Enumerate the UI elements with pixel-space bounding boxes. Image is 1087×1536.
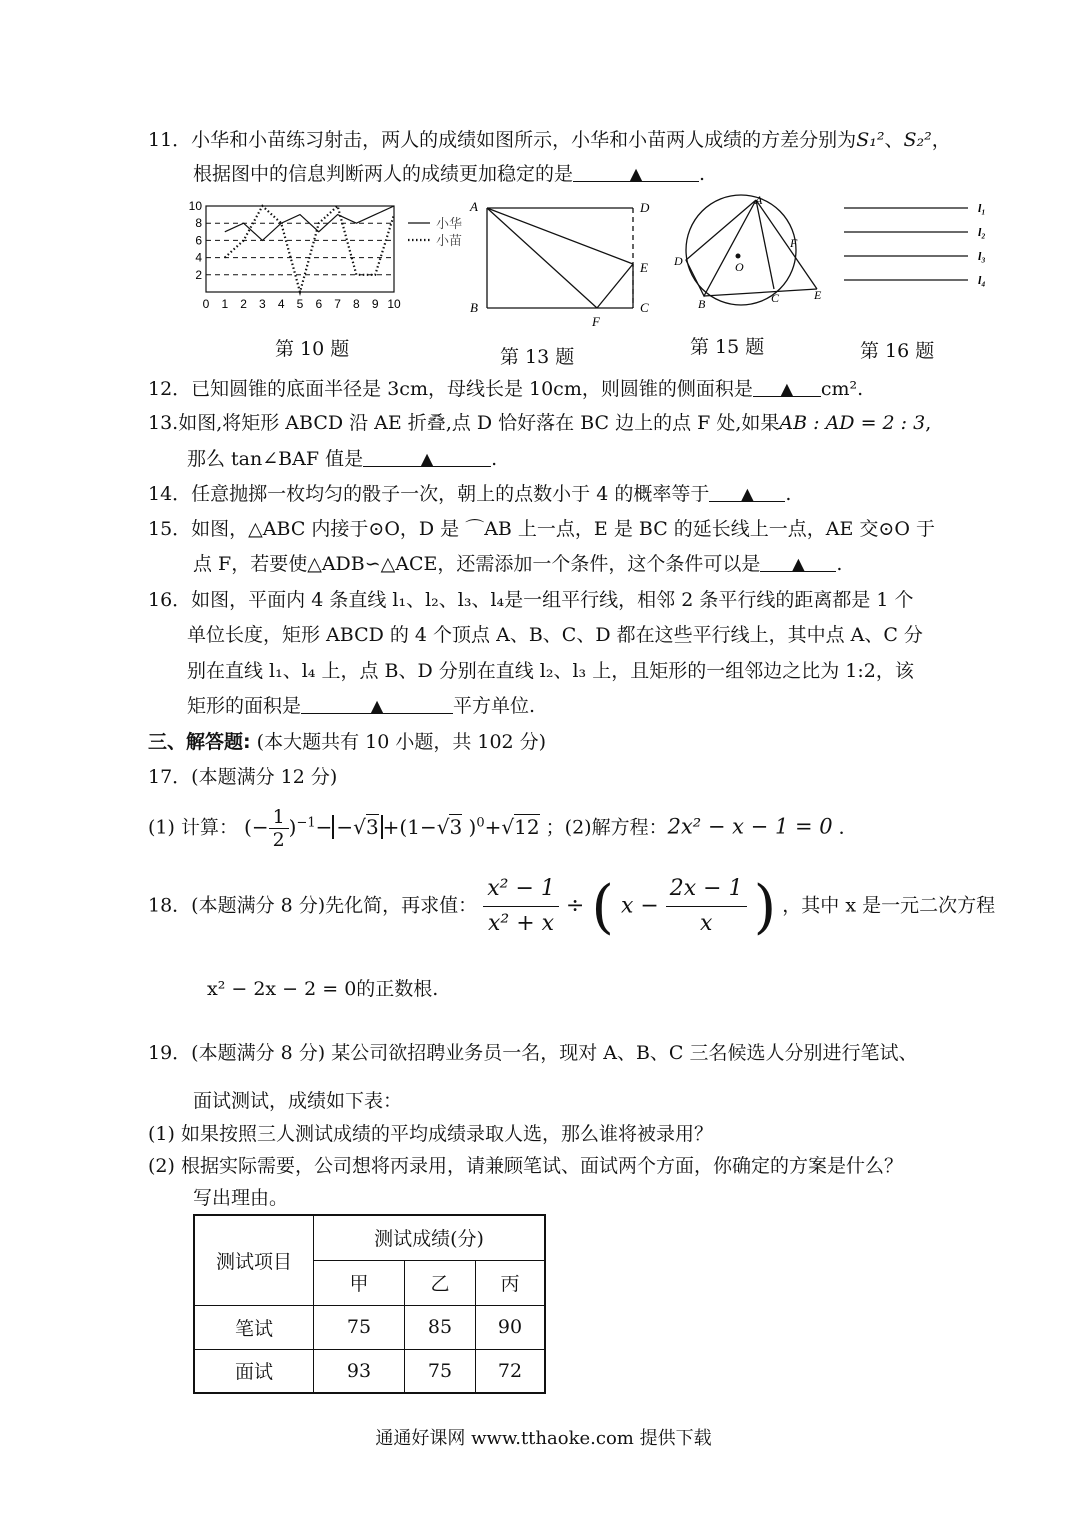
label-D: D [674,254,683,268]
q18-head: 18．(本题满分 8 分)先化简，再求值： [148,894,478,917]
row-label-interview: 面试 [194,1349,314,1393]
fig13-rectangle-fold [466,196,666,330]
q17-expression [148,806,858,851]
q15-line2 [193,551,842,577]
q18-line2: x² − 2x − 2 = 0的正数根. [207,978,439,1000]
q11-tail: ， [931,129,951,151]
triangle-mark: ▲ [792,554,805,573]
y-tick-label: 6 [195,233,202,248]
y-tick-label: 10 [188,199,202,213]
seg-AF [487,208,597,308]
q18-tail: ，其中 x 是一元二次方程 [782,894,996,917]
triangle-mark: ▲ [780,379,793,398]
q19-sub1: (1) 如果按照三人测试成绩的平均成绩录取人选，那么谁将被录用？ [148,1123,713,1145]
table-cell: 93 [314,1349,405,1393]
fig10-label: 第 10 题 [275,338,350,360]
x-tick-label: 1 [221,297,229,311]
q11-sep: 、 [884,129,904,151]
table-cell: 72 [476,1349,546,1393]
q11-end: . [699,163,706,185]
table-corner-header: 测试项目 [194,1215,314,1305]
col-header-yi: 乙 [405,1260,476,1305]
answer-blank-q12[interactable] [753,376,821,397]
q13-line2-text: 那么 tan∠BAF 值是 [187,448,364,470]
q15-end: . [836,553,843,575]
q17-calc-expression: (− $\frac{1}{2}$ )$^{-1}$− −√3 +(1−√3 )$^0$+√12 [244,806,540,851]
q19-line2: 面试测试，成绩如下表： [193,1090,403,1112]
q16-tail: 平方单位. [453,695,536,717]
seg-AE [487,208,633,264]
q13-end: . [491,448,498,470]
y-tick-label: 2 [195,267,202,282]
q16-line4-text: 矩形的面积是 [187,695,302,717]
row-label-written: 笔试 [194,1305,314,1349]
q16-line1: 16．如图，平面内 4 条直线 l₁、l₂、l₃、l₄是一组平行线，相邻 2 条平行线的距离都是 1 个 [148,589,914,611]
table-cell: 90 [476,1305,546,1349]
label-F: F [790,236,798,250]
section3-heading [148,729,546,755]
label-E: E [814,288,822,302]
triangle-mark: ▲ [741,484,754,503]
x-tick-label: 3 [259,297,266,311]
q15-line1: 15．如图，△ABC 内接于⊙O，D 是 ⌒AB 上一点，E 是 BC 的延长线上一点，AE 交⊙O 于 [148,518,935,540]
answer-blank-q16[interactable] [301,693,453,714]
center-O-dot [736,254,741,259]
q17-end: ． [832,816,858,839]
q15-line2-text: 点 F，若要使△ADB∽△ACE，还需添加一个条件，这个条件可以是 [193,553,761,575]
variance-s1: S₁² [856,129,885,151]
q12-line [148,376,863,402]
x-tick-label: 7 [334,297,341,311]
label-D: D [640,200,650,215]
label-A: A [470,199,478,214]
label-l3: l₃ [978,249,986,263]
legend-label-xiaohua: 小华 [436,217,463,232]
label-O: O [735,260,744,274]
section3-desc: (本大题共有 10 小题，共 102 分) [256,731,547,753]
q11-text: 11．小华和小苗练习射击，两人的成绩如图所示，小华和小苗两人成绩的方差分别为 [148,129,857,151]
table-cell: 85 [405,1305,476,1349]
table-group-header: 测试成绩(分) [314,1215,546,1260]
q17-head: 17．(本题满分 12 分) [148,766,338,788]
q12-text: 12．已知圆锥的底面半径是 3cm，母线长是 10cm，则圆锥的侧面积是 [148,378,753,400]
label-C: C [771,291,780,305]
q17-part1: (1) 计算： [148,816,238,839]
circle-O [686,195,796,305]
y-tick-label: 8 [195,216,202,231]
table-row [194,1305,545,1349]
q18-expression: $\frac{\text{x² − 1}}{\text{x² + x}}$ ÷ ( x − $\frac{2x - 1}{x}$ ) [483,872,776,941]
seg-BE [704,289,817,296]
label-l1: l₁ [978,201,986,215]
x-tick-label: 8 [353,297,360,311]
q19-sub2b: 写出理由。 [193,1187,289,1209]
q17-equation: 2x² − x − 1 = 0 [667,814,833,839]
triangle-ADB [686,200,756,296]
q14-text: 14．任意抛掷一枚均匀的骰子一次，朝上的点数小于 4 的概率等于 [148,483,710,505]
x-tick-label: 6 [315,297,323,311]
answer-blank-q13[interactable] [363,446,491,467]
triangle-mark: ▲ [629,164,643,183]
q13-line2 [187,446,497,472]
q13-ratio: AB : AD = 2 : 3 [779,412,926,434]
label-C: C [640,300,649,315]
answer-blank-q11[interactable] [573,161,699,182]
fig15-label: 第 15 题 [690,336,765,358]
x-tick-label: 10 [387,297,401,311]
series-line-xiaomiao [225,206,394,292]
q11-line2 [193,161,705,187]
table-row [194,1349,545,1393]
fig15-circle-triangle [668,192,838,314]
label-l2: l₂ [978,225,986,239]
q19-sub2: (2) 根据实际需要，公司想将丙录用，请兼顾笔试、面试两个方面，你确定的方案是什么？ [148,1155,903,1177]
col-header-bing: 丙 [476,1260,546,1305]
table-cell: 75 [405,1349,476,1393]
fig10-line-chart [186,196,476,320]
answer-blank-q14[interactable] [709,481,785,502]
fig13-label: 第 13 题 [500,346,575,368]
label-B: B [698,297,706,311]
y-tick-label: 4 [195,250,202,265]
fig16-label: 第 16 题 [860,340,935,362]
x-tick-label: 0 [202,297,210,311]
col-header-jia: 甲 [314,1260,405,1305]
q13-comma: , [925,412,932,434]
legend-label-xiaomiao: 小苗 [436,234,463,249]
fig16-parallel-lines [840,196,1000,292]
variance-s2: S₂² [903,129,932,151]
q13-line1 [148,410,931,436]
label-A: A [755,193,763,207]
table-cell: 75 [314,1305,405,1349]
answer-blank-q15[interactable] [760,551,836,572]
x-tick-label: 9 [371,297,379,311]
label-l4: l₄ [978,273,986,287]
x-tick-label: 5 [296,297,304,311]
q12-unit: cm². [820,378,864,400]
q13-text: 13.如图,将矩形 ABCD 沿 AE 折叠,点 D 恰好落在 BC 边上的点 F 处,如果 [148,412,780,434]
q19-line1: 19．(本题满分 8 分) 某公司欲招聘业务员一名，现对 A、B、C 三名候选人分别进行笔试、 [148,1042,918,1064]
label-E: E [640,260,648,275]
q17-part2: ；(2)解方程： [545,816,668,839]
page-footer: 通通好课网 www.tthaoke.com 提供下载 [375,1428,712,1449]
x-tick-label: 2 [240,297,247,311]
q14-end: . [785,483,792,505]
triangle-mark: ▲ [420,449,434,468]
label-B: B [470,300,478,315]
q16-line4 [187,693,535,719]
q16-line3: 别在直线 l₁、l₄ 上，点 B、D 分别在直线 l₂、l₃ 上，且矩形的一组邻边之比为 1:2，该 [187,660,914,682]
q11-line2-text: 根据图中的信息判断两人的成绩更加稳定的是 [193,163,574,185]
section3-title: 三、解答题: [148,731,251,753]
score-table [193,1214,546,1394]
q11-line1 [148,127,951,153]
label-F: F [592,314,600,329]
q14-line [148,481,791,507]
x-tick-label: 4 [277,297,285,311]
q16-line2: 单位长度，矩形 ABCD 的 4 个顶点 A、B、C、D 都在这些平行线上，其中点 A、C 分 [187,624,923,646]
seg-FE [597,264,633,308]
q18-line1 [148,872,995,941]
triangle-mark: ▲ [370,696,384,715]
